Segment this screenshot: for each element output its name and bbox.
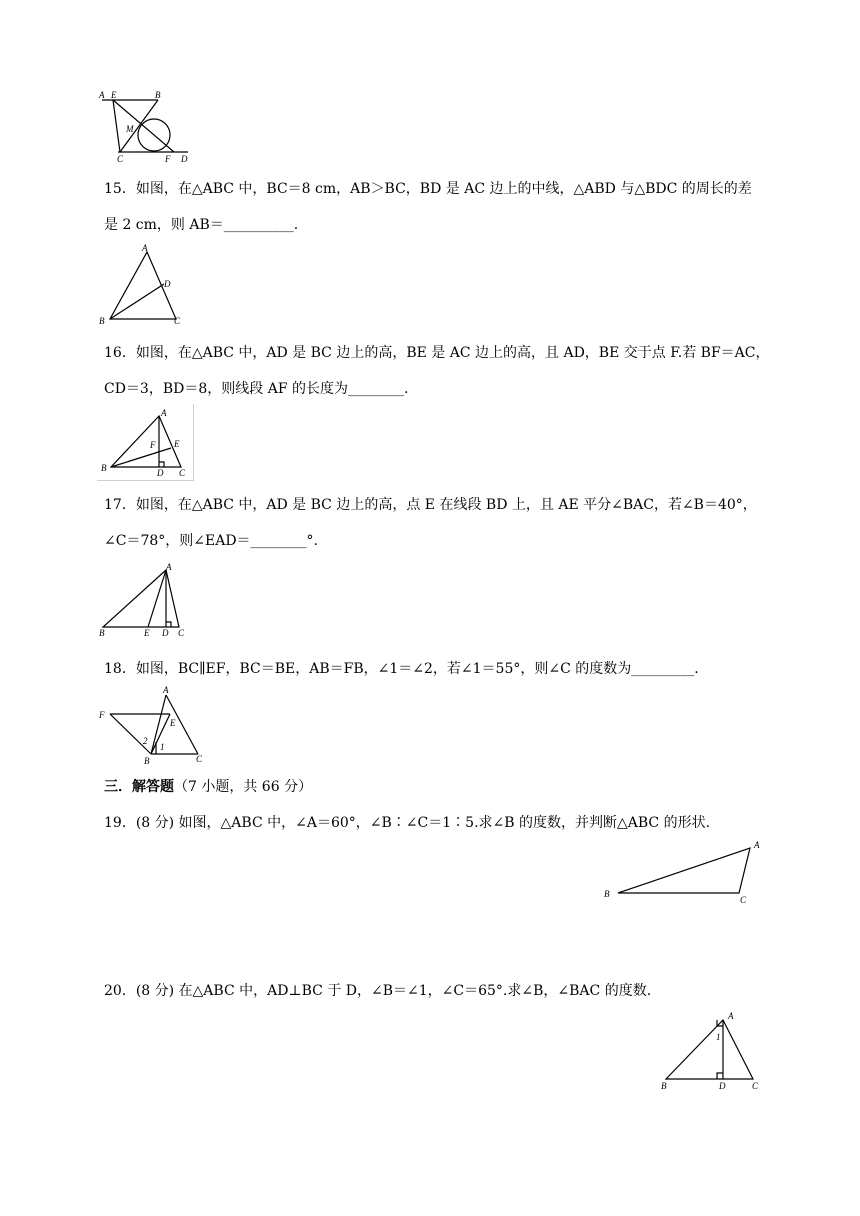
q14-figure: [96, 88, 200, 166]
label-A: A: [728, 1011, 734, 1021]
label-E: E: [174, 439, 180, 449]
label-C: C: [179, 468, 186, 478]
label-D: D: [162, 628, 169, 638]
label-M: M: [126, 124, 134, 134]
label-B: B: [155, 90, 161, 100]
label-C: C: [174, 316, 181, 326]
section3-title-text: 三．解答题: [104, 779, 174, 795]
q19-line1: 19．(8 分) 如图，△ABC 中，∠A＝60°，∠B∶∠C＝1∶5.求∠B 的度数，并判断△ABC 的形状.: [104, 815, 711, 831]
label-C: C: [740, 895, 747, 905]
label-1: 1: [160, 742, 165, 752]
label-B: B: [99, 316, 105, 326]
q17-line2: ∠C＝78°，则∠EAD＝________°.: [104, 533, 318, 549]
label-F: F: [150, 440, 156, 450]
label-C: C: [178, 628, 185, 638]
label-A: A: [754, 840, 760, 850]
q18-figure: [96, 682, 212, 766]
label-1: 1: [716, 1032, 721, 1042]
q20-line1: 20．(8 分) 在△ABC 中，AD⊥BC 于 D，∠B＝∠1，∠C＝65°.求∠B，∠BAC 的度数.: [104, 983, 652, 999]
label-A: A: [142, 243, 148, 253]
label-A: A: [163, 685, 169, 695]
q20-figure: [656, 1006, 772, 1096]
section3-subtitle: （7 小题，共 66 分）: [174, 779, 313, 795]
label-F: F: [99, 710, 105, 720]
label-B: B: [144, 756, 150, 766]
label-2: 2: [143, 736, 148, 746]
label-B: B: [604, 889, 610, 899]
label-B: B: [101, 463, 107, 473]
label-A: A: [166, 562, 172, 572]
q16-figure: [97, 404, 193, 480]
q19-figure: [598, 836, 770, 908]
label-E: E: [144, 628, 150, 638]
label-D: D: [719, 1081, 726, 1091]
q18-line1: 18．如图，BC∥EF，BC＝BE，AB＝FB，∠1＝∠2，若∠1＝55°，则∠C 的度数为_________.: [104, 661, 699, 677]
label-F: F: [165, 154, 171, 164]
label-D: D: [181, 154, 188, 164]
q17-figure: [96, 560, 196, 640]
section3-title: [104, 778, 312, 796]
label-A: A: [99, 90, 105, 100]
q15-figure: [94, 242, 190, 328]
q15-line1: 15．如图，在△ABC 中，BC＝8 cm，AB＞BC，BD 是 AC 边上的中线，△ABD 与△BDC 的周长的差: [104, 181, 752, 197]
label-D: D: [157, 468, 164, 478]
label-E: E: [170, 718, 176, 728]
label-B: B: [661, 1081, 667, 1091]
q16-line1: 16．如图，在△ABC 中，AD 是 BC 边上的高，BE 是 AC 边上的高，且 AD，BE 交于点 F.若 BF＝AC，: [104, 345, 770, 361]
q17-line1: 17．如图，在△ABC 中，AD 是 BC 边上的高，点 E 在线段 BD 上，且 AE 平分∠BAC，若∠B＝40°，: [104, 497, 757, 513]
label-C: C: [752, 1081, 759, 1091]
label-C: C: [196, 754, 203, 764]
label-A: A: [161, 408, 167, 418]
label-D: D: [164, 279, 171, 289]
q15-line2: 是 2 cm，则 AB＝__________.: [104, 217, 299, 233]
q16-line2: CD＝3，BD＝8，则线段 AF 的长度为________.: [104, 381, 409, 397]
label-C: C: [117, 154, 124, 164]
label-E: E: [111, 90, 117, 100]
label-B: B: [99, 628, 105, 638]
